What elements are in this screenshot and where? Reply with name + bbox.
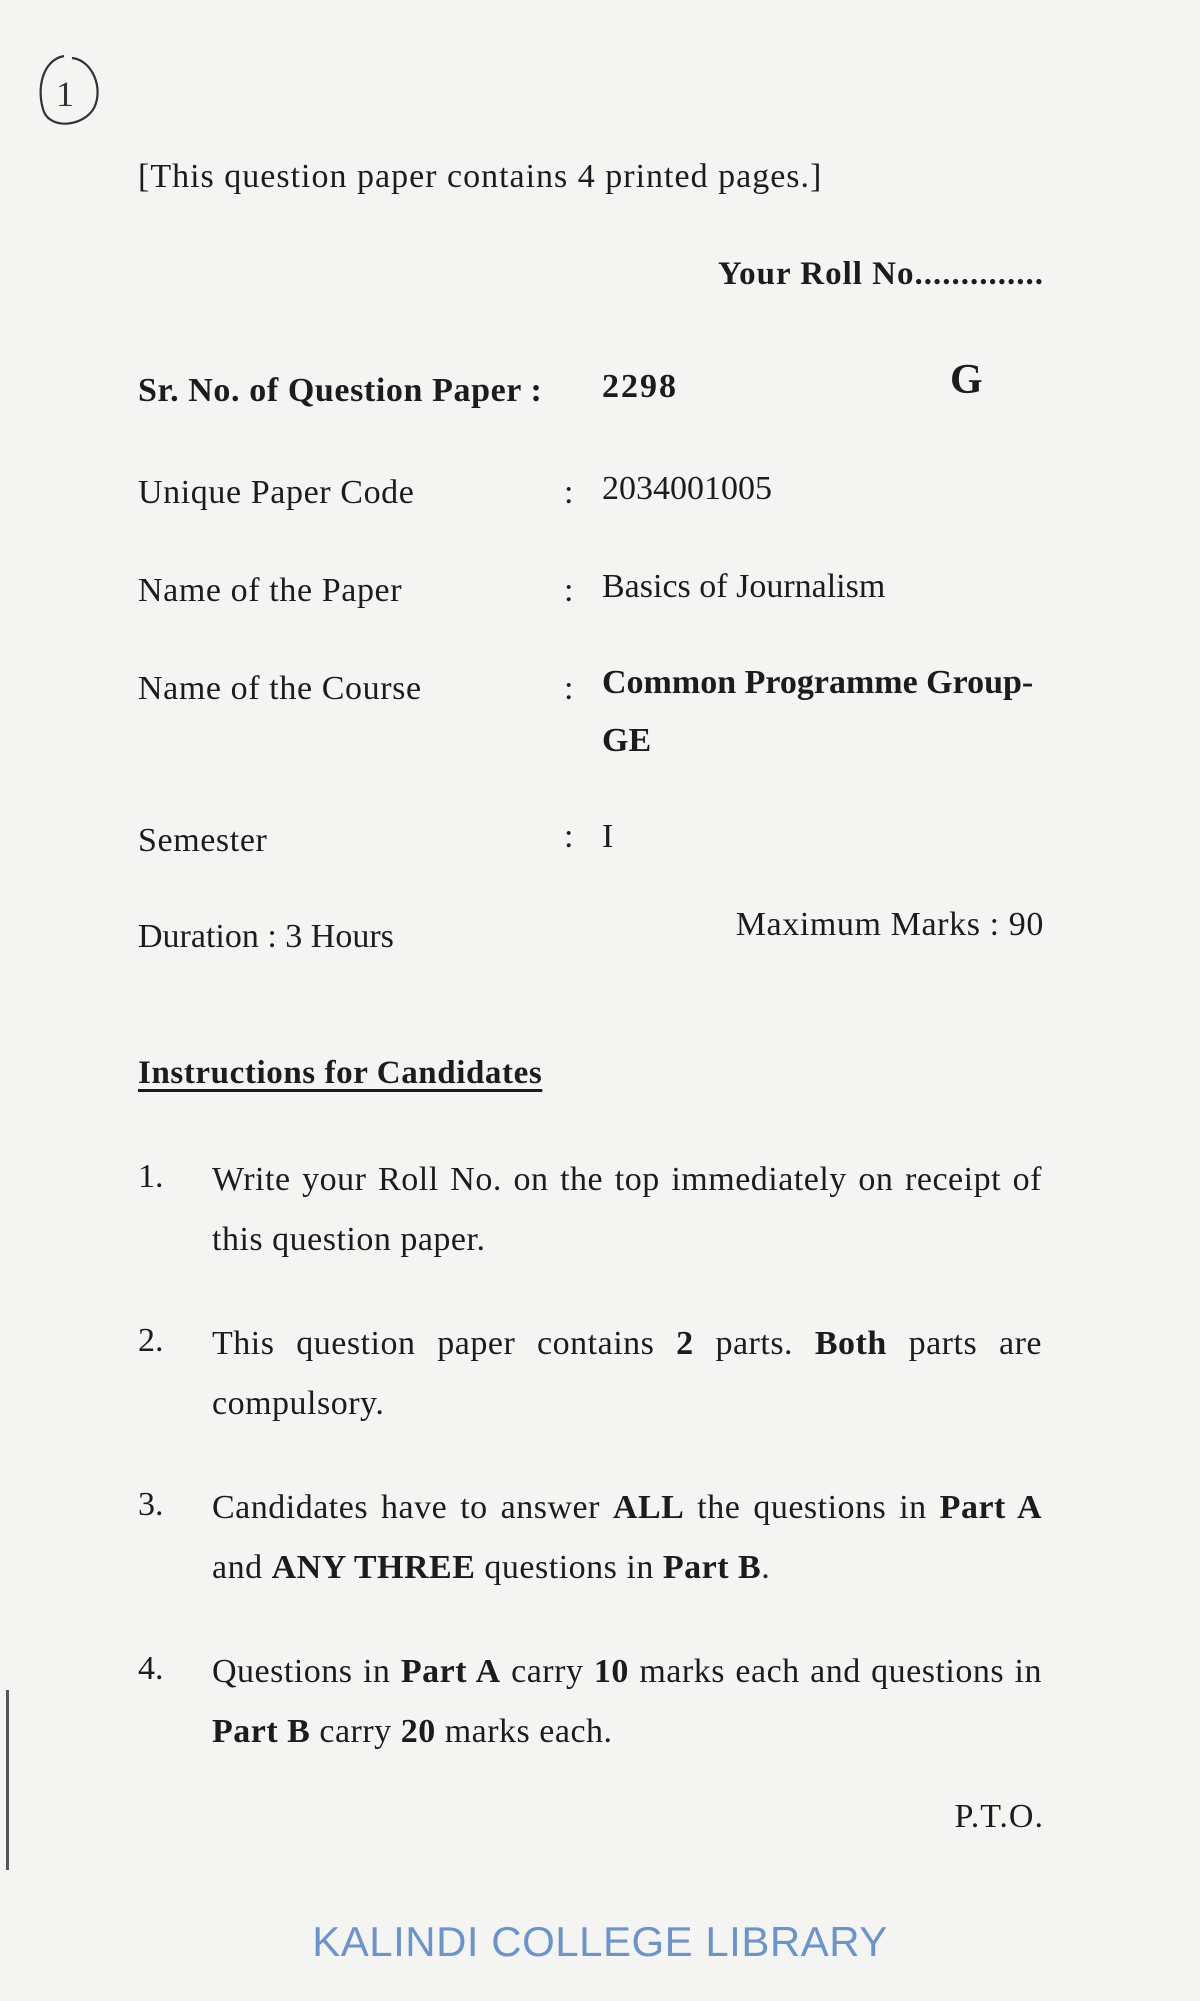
instruction-emphasis: Both bbox=[814, 1325, 887, 1362]
instruction-fragment: . bbox=[761, 1549, 771, 1586]
instruction-emphasis: ALL bbox=[612, 1489, 685, 1526]
page-count-note: [This question paper contains 4 printed pages.] bbox=[138, 158, 823, 195]
instruction-text bbox=[212, 1642, 1042, 1762]
instruction-emphasis: 20 bbox=[400, 1713, 436, 1750]
unique-code-value: 2034001005 bbox=[602, 470, 772, 507]
instruction-emphasis: ANY THREE bbox=[271, 1549, 476, 1586]
instruction-fragment: parts. bbox=[693, 1325, 815, 1362]
colon: : bbox=[564, 474, 574, 511]
semester-label: Semester bbox=[138, 822, 268, 859]
instruction-fragment: carry bbox=[310, 1713, 401, 1750]
instruction-fragment: the questions in bbox=[684, 1489, 940, 1526]
instruction-fragment: and bbox=[212, 1549, 272, 1586]
page-number-mark-text: 1 bbox=[56, 74, 74, 114]
course-name-value: Common Programme Group-GE bbox=[602, 664, 1034, 759]
circled-page-number-mark bbox=[34, 50, 102, 130]
instruction-emphasis: 2 bbox=[676, 1325, 694, 1362]
roll-number-field: Your Roll No.............. bbox=[717, 256, 1044, 292]
sr-no-value: 2298 bbox=[602, 368, 678, 405]
instruction-fragment: questions in bbox=[475, 1549, 663, 1586]
instruction-emphasis: Part A bbox=[400, 1653, 501, 1690]
scan-edge-mark bbox=[6, 1690, 9, 1870]
instruction-emphasis: Part B bbox=[662, 1549, 762, 1586]
instruction-emphasis: Part B bbox=[212, 1713, 311, 1750]
instruction-emphasis: 10 bbox=[593, 1653, 629, 1690]
duration: Duration : 3 Hours bbox=[138, 918, 394, 955]
sr-no-label: Sr. No. of Question Paper : bbox=[138, 372, 543, 409]
instruction-fragment: Questions in bbox=[212, 1653, 401, 1690]
instruction-text bbox=[212, 1150, 1042, 1270]
course-name-label: Name of the Course bbox=[138, 670, 422, 707]
set-letter: G bbox=[950, 357, 983, 403]
colon: : bbox=[564, 670, 574, 707]
instruction-emphasis: Part A bbox=[939, 1489, 1043, 1526]
instruction-number: 3. bbox=[138, 1486, 164, 1523]
paper-name-label: Name of the Paper bbox=[138, 572, 403, 609]
unique-code-label: Unique Paper Code bbox=[138, 474, 415, 511]
instruction-fragment: parts are compulsory. bbox=[212, 1325, 1042, 1422]
pto-label: P.T.O. bbox=[954, 1798, 1044, 1835]
instruction-fragment: Candidates have to answer bbox=[212, 1489, 613, 1526]
instruction-fragment: Write your Roll No. on the top immediately on receipt of this question paper. bbox=[212, 1161, 1042, 1258]
instruction-fragment: This question paper contains bbox=[212, 1325, 677, 1362]
paper-name-value: Basics of Journalism bbox=[602, 568, 886, 605]
maximum-marks: Maximum Marks : 90 bbox=[735, 906, 1044, 943]
instruction-fragment: marks each and questions in bbox=[628, 1653, 1043, 1690]
instruction-fragment: carry bbox=[500, 1653, 594, 1690]
instruction-number: 1. bbox=[138, 1158, 164, 1195]
instruction-fragment: marks each. bbox=[435, 1713, 613, 1750]
instruction-number: 4. bbox=[138, 1650, 164, 1687]
colon: : bbox=[564, 572, 574, 609]
instructions-heading: Instructions for Candidates bbox=[138, 1055, 543, 1091]
semester-value: I bbox=[602, 818, 614, 855]
instruction-number: 2. bbox=[138, 1322, 164, 1359]
instruction-text bbox=[212, 1478, 1042, 1598]
instruction-text bbox=[212, 1314, 1042, 1434]
library-footer: KALINDI COLLEGE LIBRARY bbox=[312, 1918, 888, 1965]
colon: : bbox=[564, 818, 574, 855]
